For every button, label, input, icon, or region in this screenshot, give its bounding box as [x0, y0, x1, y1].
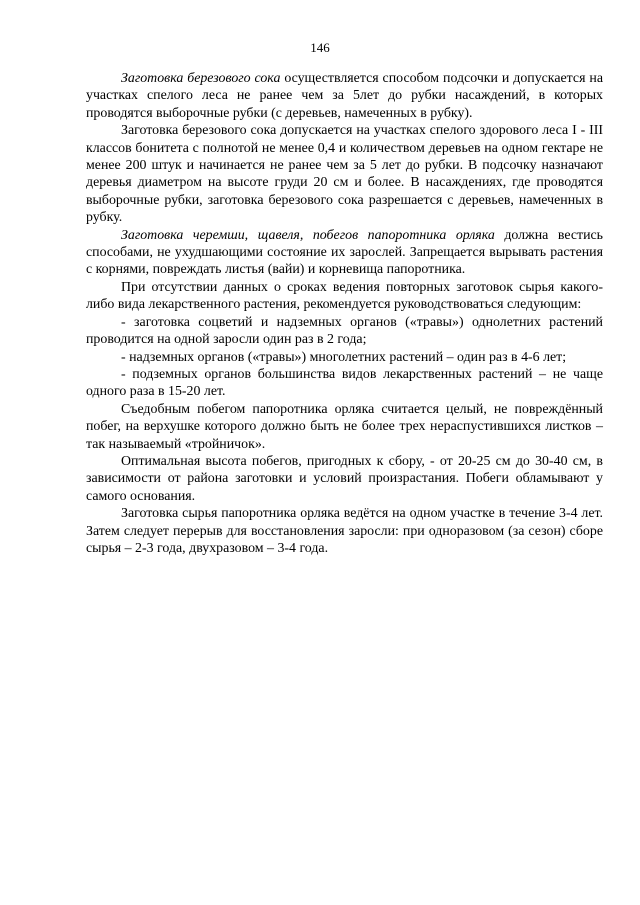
paragraph	[86, 453, 603, 505]
paragraph-text: Заготовка березового сока допускается на участках спелого здорового леса I - III классов бонитета с полнотой не менее 0,4 и количеством деревьев на одном гектаре не менее 200 штук и начинается не ранее чем за 5 лет до рубки. В подсочку назначают деревья диаметром на высоте груди 20 см и более. В насаждениях, где проводятся выборочные рубки, заготовка березового сока разрешается с деревьев, намеченных в рубку.	[86, 123, 603, 226]
page-number: 146	[310, 40, 330, 55]
paragraph	[86, 70, 603, 122]
paragraph-text: Заготовка сырья папоротника орляка ведётся на одном участке в течение 3-4 лет. Затем следует перерыв для восстановления заросли: при одноразовом (за сезон) сборе сырья – 2-3 года, двухразовом – 3-4 года.	[86, 506, 603, 556]
list-item	[86, 366, 603, 401]
list-item-text: - надземных органов («травы») многолетних растений – один раз в 4-6 лет;	[121, 349, 567, 365]
list-item-text: - заготовка соцветий и надземных органов («травы») однолетних растений проводится на одной заросли один раз в 2 года;	[86, 314, 603, 348]
paragraph	[86, 401, 603, 453]
italic-term: Заготовка березового сока	[121, 71, 281, 86]
body-text	[86, 70, 603, 557]
paragraph-text: Оптимальная высота побегов, пригодных к сбору, - от 20-25 см до 30-40 см, в зависимости от района заготовки и условий произрастания. Побеги обламывают у самого основания.	[86, 453, 603, 504]
paragraph	[86, 279, 603, 314]
list-item	[86, 349, 603, 366]
list-item	[86, 314, 603, 349]
paragraph-text: осуществляется способом подсочки и допускается на участках спелого леса не ранее чем за 5лет до рубки насаждений, в которых проводятся выборочные рубки (с деревьев, намеченных в рубку).	[86, 71, 603, 121]
list-item-text: - подземных органов большинства видов лекарственных растений – не чаще одного раза в 15-20 лет.	[86, 366, 603, 400]
paragraph	[86, 122, 603, 226]
italic-term: Заготовка черемши, щавеля, побегов папоротника орляка	[121, 227, 495, 243]
paragraph	[86, 227, 603, 279]
paragraph-text: Съедобным побегом папоротника орляка считается целый, не повреждённый побег, на верхушке которого должно быть не более трех нераспустившихся листков – так называемый «тройничок».	[86, 401, 603, 452]
paragraph-text: При отсутствии данных о сроках ведения повторных заготовок сырья какого-либо вида лекарственного растения, рекомендуется руководствоваться следующим:	[86, 279, 603, 313]
paragraph-text: должна вестись способами, не ухудшающими состояние их зарослей. Запрещается вырывать растения с корнями, повреждать листья (вайи) и корневища папоротника.	[86, 227, 604, 278]
paragraph	[86, 505, 603, 557]
